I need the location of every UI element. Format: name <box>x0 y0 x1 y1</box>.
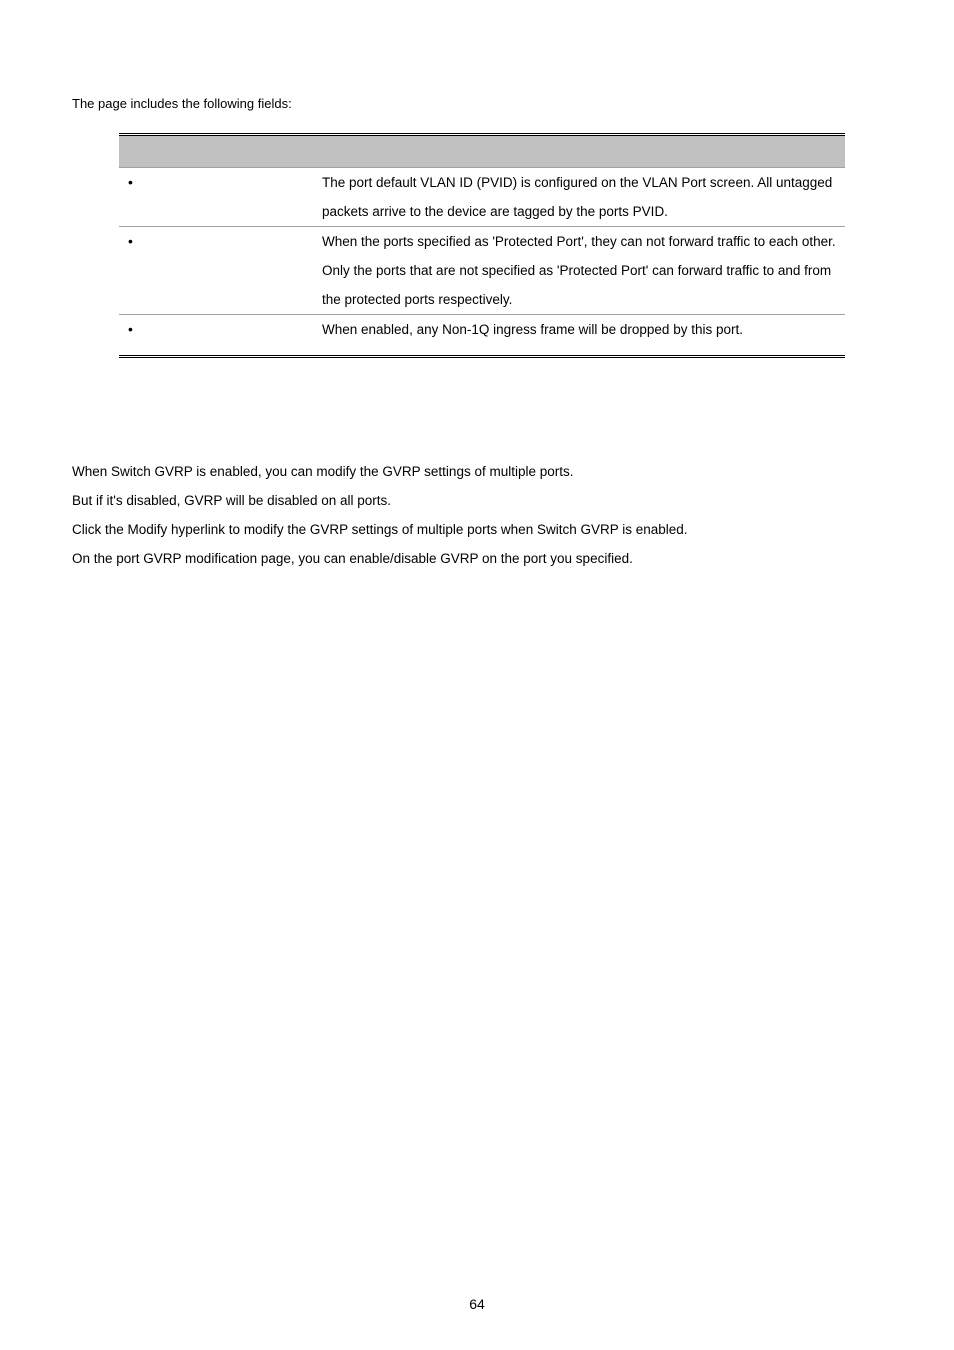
paragraph: But if it's disabled, GVRP will be disabled on all ports. <box>72 493 391 508</box>
bullet-icon: • <box>128 233 133 249</box>
bullet-icon: • <box>128 174 133 190</box>
page-number: 64 <box>469 1296 485 1312</box>
header-object <box>119 135 322 168</box>
table-row <box>119 168 845 227</box>
table-row <box>119 315 845 357</box>
body-paragraphs <box>72 457 872 573</box>
bullet-icon: • <box>128 321 133 337</box>
table-row <box>119 227 845 315</box>
header-description <box>322 135 845 168</box>
description-cell <box>322 168 845 227</box>
description-cell <box>322 227 845 315</box>
object-cell <box>119 227 322 315</box>
paragraph: On the port GVRP modification page, you can enable/disable GVRP on the port you specified. <box>72 551 633 566</box>
intro-text: The page includes the following fields: <box>72 96 292 111</box>
table-header-row <box>119 135 845 168</box>
description-text: The port default VLAN ID (PVID) is configured on the VLAN Port screen. All untagged packets arrive to the device are tagged by the ports PVID. <box>322 175 833 219</box>
paragraph: When Switch GVRP is enabled, you can modify the GVRP settings of multiple ports. <box>72 464 574 479</box>
description-text: When the ports specified as 'Protected Port', they can not forward traffic to each other. Only the ports that are not specified as 'Protected Port' can forward traffic to and from the protected ports respectively. <box>322 234 836 307</box>
description-text: When enabled, any Non-1Q ingress frame will be dropped by this port. <box>322 322 743 337</box>
description-cell <box>322 315 845 357</box>
paragraph: Click the Modify hyperlink to modify the GVRP settings of multiple ports when Switch GVRP is enabled. <box>72 522 688 537</box>
fields-table <box>119 133 845 358</box>
object-cell <box>119 315 322 357</box>
object-cell <box>119 168 322 227</box>
